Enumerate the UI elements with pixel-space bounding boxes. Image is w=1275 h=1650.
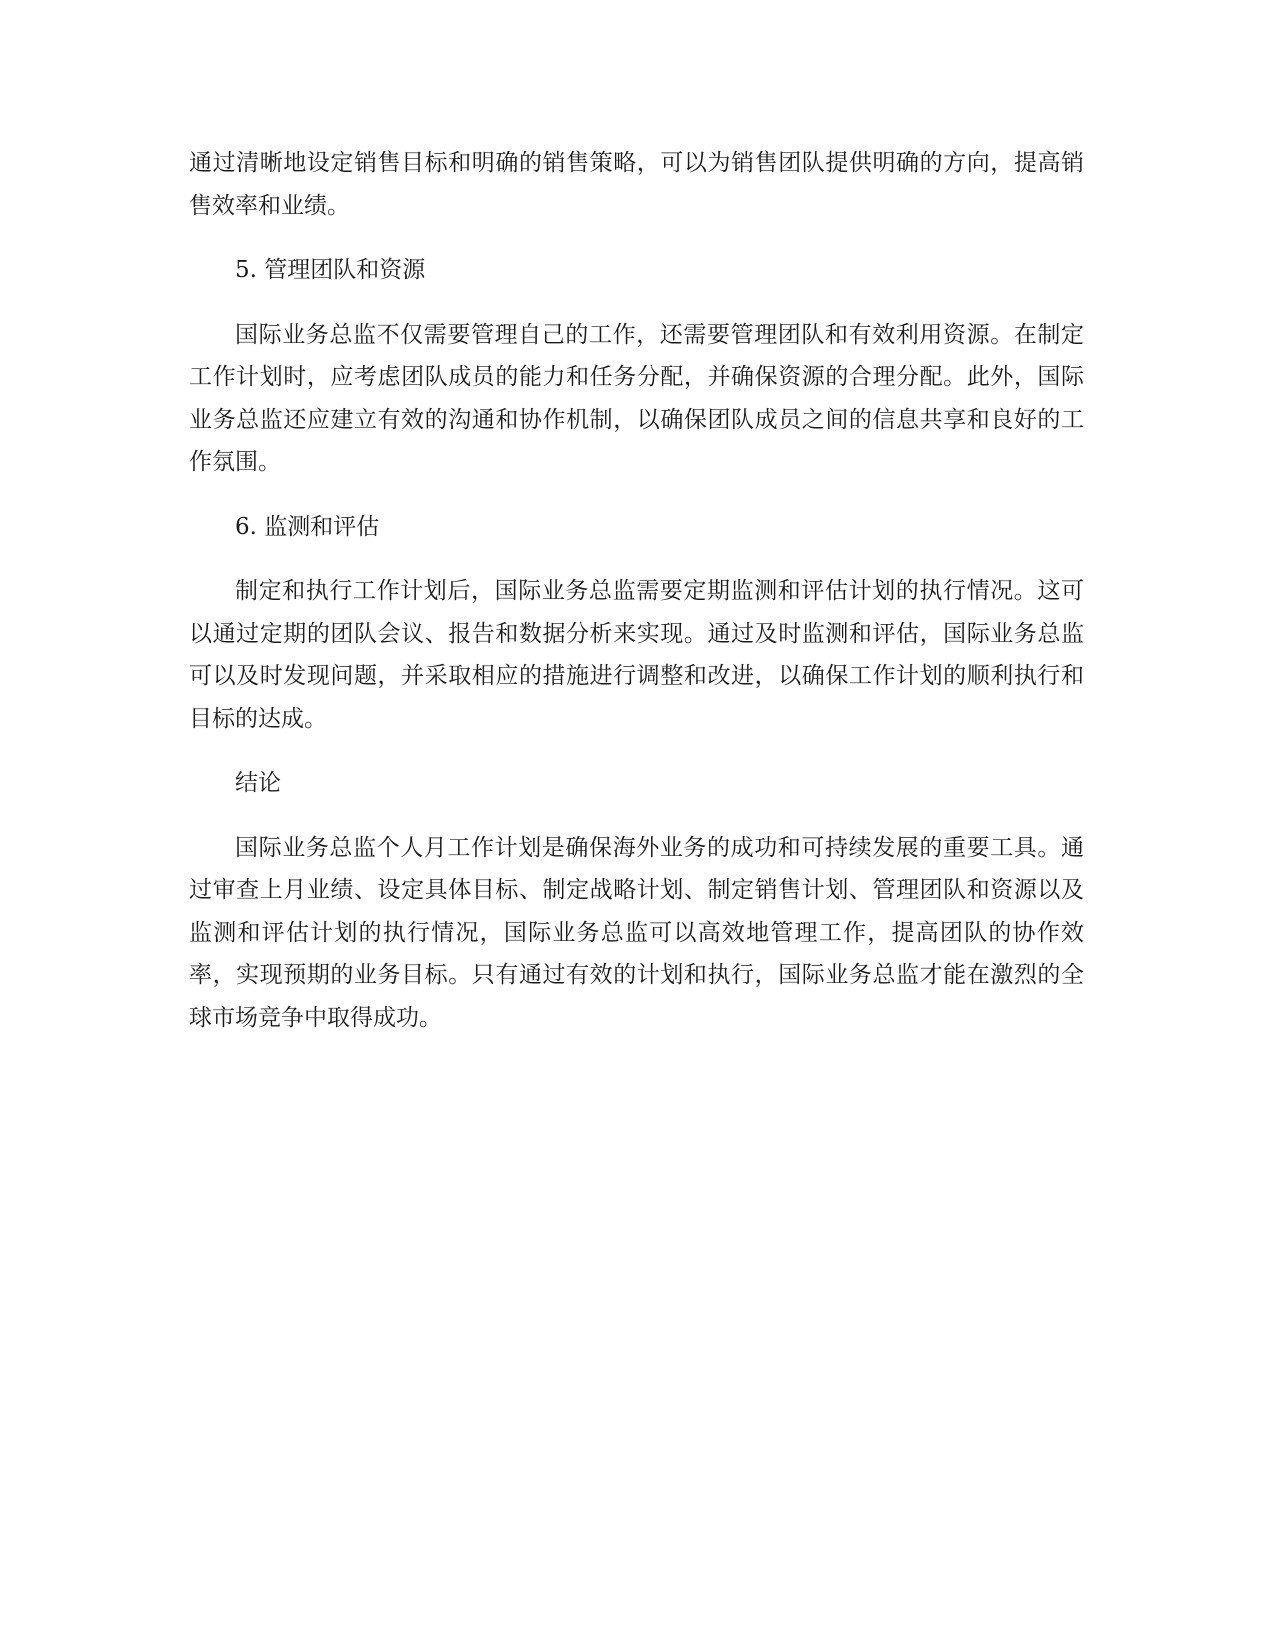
- document-body: [189, 142, 1084, 1061]
- paragraph-conclusion: 国际业务总监个人月工作计划是确保海外业务的成功和可持续发展的重要工具。通过审查上月业绩、设定具体目标、制定战略计划、制定销售计划、管理团队和资源以及监测和评估计划的执行情况，国际业务总监可以高效地管理工作，提高团队的协作效率，实现预期的业务目标。只有通过有效的计划和执行，国际业务总监才能在激烈的全球市场竞争中取得成功。: [189, 834, 1084, 1031]
- section-heading-monitor-evaluate: 6. 监测和评估: [235, 513, 380, 540]
- section-heading-manage-team: 5. 管理团队和资源: [235, 257, 426, 283]
- paragraph-sales-summary: 通过清晰地设定销售目标和明确的销售策略，可以为销售团队提供明确的方向，提高销售效率和业绩。: [189, 150, 1084, 219]
- paragraph-monitor-evaluate: 制定和执行工作计划后，国际业务总监需要定期监测和评估计划的执行情况。这可以通过定期的团队会议、报告和数据分析来实现。通过及时监测和评估，国际业务总监可以及时发现问题，并采取相应的措施进行调整和改进，以确保工作计划的顺利执行和目标的达成。: [189, 578, 1084, 732]
- section-heading-conclusion: 结论: [235, 770, 281, 796]
- paragraph-manage-team: 国际业务总监不仅需要管理自己的工作，还需要管理团队和有效利用资源。在制定工作计划时，应考虑团队成员的能力和任务分配，并确保资源的合理分配。此外，国际业务总监还应建立有效的沟通和协作机制，以确保团队成员之间的信息共享和良好的工作氛围。: [189, 321, 1084, 475]
